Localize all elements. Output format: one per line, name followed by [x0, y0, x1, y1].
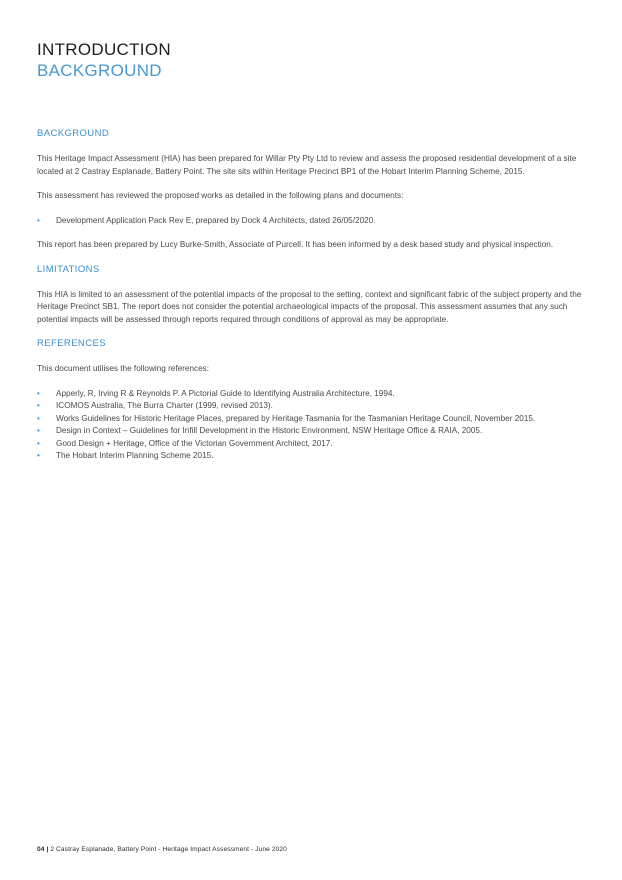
background-paragraph: This report has been prepared by Lucy Burke-Smith, Associate of Purcell. It has been informed by a desk based study and physical inspection.	[37, 240, 554, 249]
page-number: 04 |	[37, 846, 49, 853]
references-list	[37, 388, 587, 463]
limitations-section	[37, 264, 587, 327]
document-body	[37, 128, 587, 475]
bullet-icon: •	[37, 413, 40, 423]
bullet-icon: •	[37, 388, 40, 398]
background-paragraph: This assessment has reviewed the proposed works as detailed in the following plans and documents:	[37, 191, 404, 200]
footer-text: 2 Castray Esplanade, Battery Point - Heritage Impact Assessment - June 2020	[48, 846, 287, 853]
list-item	[37, 450, 587, 463]
list-item-text: ICOMOS Australia, The Burra Charter (1999, revised 2013).	[56, 401, 273, 410]
list-item-text: Works Guidelines for Historic Heritage Places, prepared by Heritage Tasmania for the Tasmanian Heritage Council, November 2015.	[56, 413, 536, 423]
list-item	[37, 388, 587, 401]
bullet-icon: •	[37, 215, 40, 225]
list-item	[37, 215, 587, 228]
list-item-text: Development Application Pack Rev E, prepared by Dock 4 Architects, dated 26/05/2020.	[56, 215, 376, 225]
references-section	[37, 338, 587, 463]
list-item	[37, 425, 587, 438]
list-item-text: Good Design + Heritage, Office of the Victorian Government Architect, 2017.	[56, 438, 333, 448]
list-item	[37, 438, 587, 451]
page-title: INTRODUCTION	[37, 40, 171, 59]
background-paragraph: This Heritage Impact Assessment (HIA) has been prepared for Willar Pty Pty Ltd to review and assess the proposed residential development of a site located at 2 Castray Esplanade, Battery Point. The site sits within Heritage Precinct BP1 of the Hobart Interim Planning Scheme, 2015.	[37, 154, 577, 176]
background-heading: BACKGROUND	[37, 128, 110, 139]
list-item	[37, 413, 587, 426]
documents-list	[37, 215, 587, 228]
references-intro: This document utilises the following references:	[37, 364, 210, 373]
background-section	[37, 128, 587, 252]
list-item	[37, 400, 587, 413]
list-item-text: Apperly, R, Irving R & Reynolds P. A Pictorial Guide to Identifying Australia Architecture, 1994.	[56, 388, 395, 398]
limitations-heading: LIMITATIONS	[37, 263, 100, 275]
page-subtitle: BACKGROUND	[37, 61, 162, 80]
bullet-icon: •	[37, 401, 40, 410]
references-heading: REFERENCES	[37, 338, 106, 349]
list-item-text: Design in Context – Guidelines for Infill Development in the Historic Environment, NSW Heritage Office & RAIA, 2005.	[56, 426, 483, 435]
bullet-icon: •	[37, 451, 40, 460]
bullet-icon: •	[37, 438, 40, 448]
bullet-icon: •	[37, 426, 40, 435]
limitations-paragraph: This HIA is limited to an assessment of the potential impacts of the proposal to the setting, context and significant fabric of the subject property and the Heritage Precinct SB1. The report does not consider the potential archaeological impacts of the proposal. This assessment assumes that any such potential impacts will be assessed through reports required through conditions of approval as may be appropriate.	[37, 289, 582, 324]
page-footer	[37, 846, 287, 853]
list-item-text: The Hobart Interim Planning Scheme 2015.	[56, 451, 214, 460]
